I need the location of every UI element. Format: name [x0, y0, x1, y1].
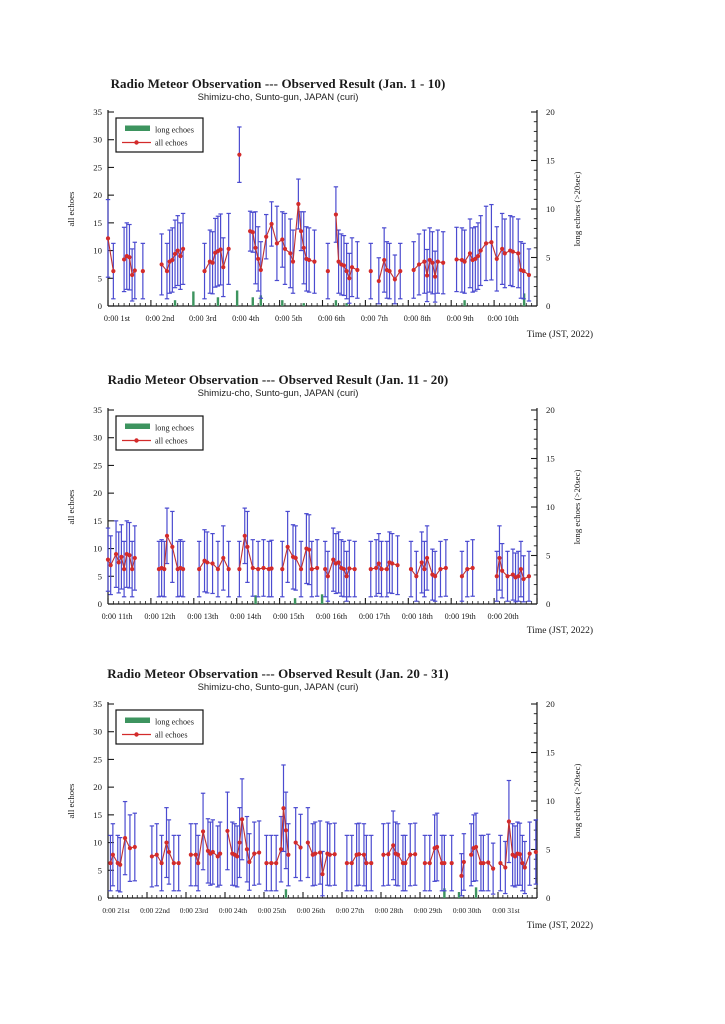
right-axis-tick-label: 10 [546, 502, 555, 512]
legend-long-echoes-label: long echoes [155, 125, 194, 135]
left-axis-tick-label: 10 [93, 837, 102, 848]
right-axis-tick-label: 0 [546, 301, 551, 311]
left-axis-tick-label: 0 [97, 893, 102, 903]
chart3-x-axis-title: Time (JST, 2022) [526, 921, 593, 931]
x-axis-day-label: 0:00 14th [230, 612, 262, 621]
x-axis-day-label: 0:00 22nd [140, 906, 170, 915]
x-axis-day-label: 0:00 9th [446, 314, 474, 323]
x-axis-day-label: 0:00 1st [103, 314, 131, 323]
legend-long-echoes-label: long echoes [155, 423, 194, 433]
chart1-subtitle: Shimizu-cho, Sunto-gun, JAPAN (curi) [197, 92, 359, 103]
left-axis-tick-label: 5 [97, 571, 102, 582]
legend-all-echoes-label: all echoes [155, 138, 188, 148]
right-axis-tick-label: 15 [546, 747, 555, 758]
right-axis-tick-label: 20 [546, 107, 555, 117]
x-axis-day-label: 0:00 24th [218, 906, 248, 915]
legend-all-echoes-marker [134, 438, 138, 442]
right-axis-tick-label: 20 [546, 405, 555, 415]
left-axis-tick-label: 25 [93, 460, 102, 471]
left-axis-tick-label: 15 [93, 217, 102, 228]
left-axis-tick-label: 20 [93, 190, 102, 201]
left-axis-tick-label: 30 [93, 134, 102, 145]
x-axis-day-label: 0:00 19th [444, 612, 476, 621]
legend-long-echoes-label: long echoes [155, 717, 194, 727]
x-axis-day-label: 0:00 28th [374, 906, 404, 915]
x-axis-day-label: 0:00 26th [296, 906, 326, 915]
right-axis-title: long echoes (>20sec) [572, 171, 582, 247]
x-axis-day-label: 0:00 31st [492, 906, 520, 915]
right-axis-tick-label: 0 [546, 893, 551, 903]
legend-all-echoes-label: all echoes [155, 730, 188, 740]
x-axis-day-label: 0:00 2nd [145, 314, 175, 323]
chart1-plot-area [0, 100, 725, 332]
left-axis-tick-label: 10 [93, 245, 102, 256]
right-axis-tick-label: 15 [546, 155, 555, 166]
x-axis [102, 892, 537, 915]
left-axis-tick-label: 30 [93, 726, 102, 737]
right-axis-tick-label: 5 [546, 550, 551, 561]
left-axis-tick-label: 25 [93, 754, 102, 765]
right-axis-tick-label: 5 [546, 844, 551, 855]
right-axis-title: long echoes (>20sec) [572, 763, 582, 839]
right-axis-title: long echoes (>20sec) [572, 469, 582, 545]
legend-all-echoes-marker [134, 732, 138, 736]
x-axis-day-label: 0:00 7th [360, 314, 388, 323]
x-axis-day-label: 0:00 10th [487, 314, 519, 323]
x-axis-day-label: 0:00 18th [401, 612, 433, 621]
legend-long-echoes-swatch [125, 126, 150, 132]
left-axis-tick-label: 15 [93, 515, 102, 526]
all-echoes-connector-lines [108, 536, 529, 579]
left-axis-tick-label: 25 [93, 162, 102, 173]
x-axis-day-label: 0:00 13th [187, 612, 219, 621]
legend-all-echoes-marker [134, 140, 138, 144]
legend [116, 118, 203, 152]
right-axis-tick-label: 10 [546, 204, 555, 214]
chart3-subtitle: Shimizu-cho, Sunto-gun, JAPAN (curi) [197, 682, 359, 693]
legend [116, 416, 203, 450]
left-axis-tick-label: 0 [97, 599, 102, 609]
chart1-title: Radio Meteor Observation --- Observed Result (Jan. 1 - 10) [110, 76, 446, 91]
left-axis-tick-label: 0 [97, 301, 102, 311]
right-axis-tick-label: 10 [546, 796, 555, 806]
x-axis-day-label: 0:00 25th [257, 906, 287, 915]
x-axis-day-label: 0:00 17th [358, 612, 390, 621]
x-axis-day-label: 0:00 11th [101, 612, 133, 621]
legend-all-echoes-label: all echoes [155, 436, 188, 446]
x-axis [104, 300, 537, 323]
legend-long-echoes-swatch [125, 718, 150, 724]
chart2-x-axis-title: Time (JST, 2022) [526, 626, 593, 636]
x-axis-day-label: 0:00 3rd [189, 314, 217, 323]
x-axis-day-label: 0:00 5th [275, 314, 303, 323]
x-axis [102, 598, 537, 621]
left-axis [93, 107, 114, 311]
all-echoes-series [106, 153, 531, 284]
right-axis-tick-label: 5 [546, 252, 551, 263]
left-axis-tick-label: 10 [93, 543, 102, 554]
left-axis-tick-label: 5 [97, 273, 102, 284]
x-axis-day-label: 0:00 16th [315, 612, 348, 621]
left-axis-title: all echoes [66, 783, 76, 819]
x-axis-day-label: 0:00 30th [452, 906, 482, 915]
x-axis-day-label: 0:00 29th [413, 906, 443, 915]
chart2-title: Radio Meteor Observation --- Observed Result (Jan. 11 - 20) [107, 372, 449, 387]
x-axis-day-label: 0:00 23rd [179, 906, 209, 915]
x-axis-day-label: 0:00 8th [403, 314, 431, 323]
left-axis-title: all echoes [66, 489, 76, 525]
left-axis-tick-label: 35 [93, 107, 102, 117]
x-axis-day-label: 0:00 6th [317, 314, 346, 323]
left-axis-tick-label: 20 [93, 782, 102, 793]
right-axis-tick-label: 15 [546, 453, 555, 464]
left-axis-tick-label: 35 [93, 699, 102, 709]
error-bars [106, 127, 531, 304]
right-axis [531, 107, 555, 311]
right-axis [531, 405, 555, 609]
all-echoes-connector-lines [108, 204, 529, 281]
left-axis-tick-label: 15 [93, 809, 102, 820]
chart3-plot-area [0, 692, 725, 924]
chart3-title: Radio Meteor Observation --- Observed Result (Jan. 20 - 31) [107, 666, 449, 681]
right-axis-tick-label: 0 [546, 599, 551, 609]
x-axis-day-label: 0:00 27th [335, 906, 365, 915]
chart2-plot-area [0, 398, 725, 630]
left-axis-title: all echoes [66, 191, 76, 227]
x-axis-day-label: 0:00 4th [232, 314, 260, 323]
chart2-subtitle: Shimizu-cho, Sunto-gun, JAPAN (curi) [197, 388, 359, 399]
right-axis-tick-label: 20 [546, 699, 555, 709]
legend-long-echoes-swatch [125, 424, 150, 430]
x-axis-day-label: 0:00 12th [144, 612, 176, 621]
legend [116, 710, 203, 744]
error-bars [106, 508, 531, 602]
left-axis-tick-label: 35 [93, 405, 102, 415]
x-axis-day-label: 0:00 21st [102, 906, 130, 915]
chart1-x-axis-title: Time (JST, 2022) [526, 330, 593, 340]
x-axis-day-label: 0:00 15th [273, 612, 305, 621]
left-axis-tick-label: 20 [93, 488, 102, 499]
left-axis-tick-label: 30 [93, 432, 102, 443]
right-axis [531, 699, 555, 903]
left-axis-tick-label: 5 [97, 865, 102, 876]
x-axis-day-label: 0:00 20th [487, 612, 519, 621]
